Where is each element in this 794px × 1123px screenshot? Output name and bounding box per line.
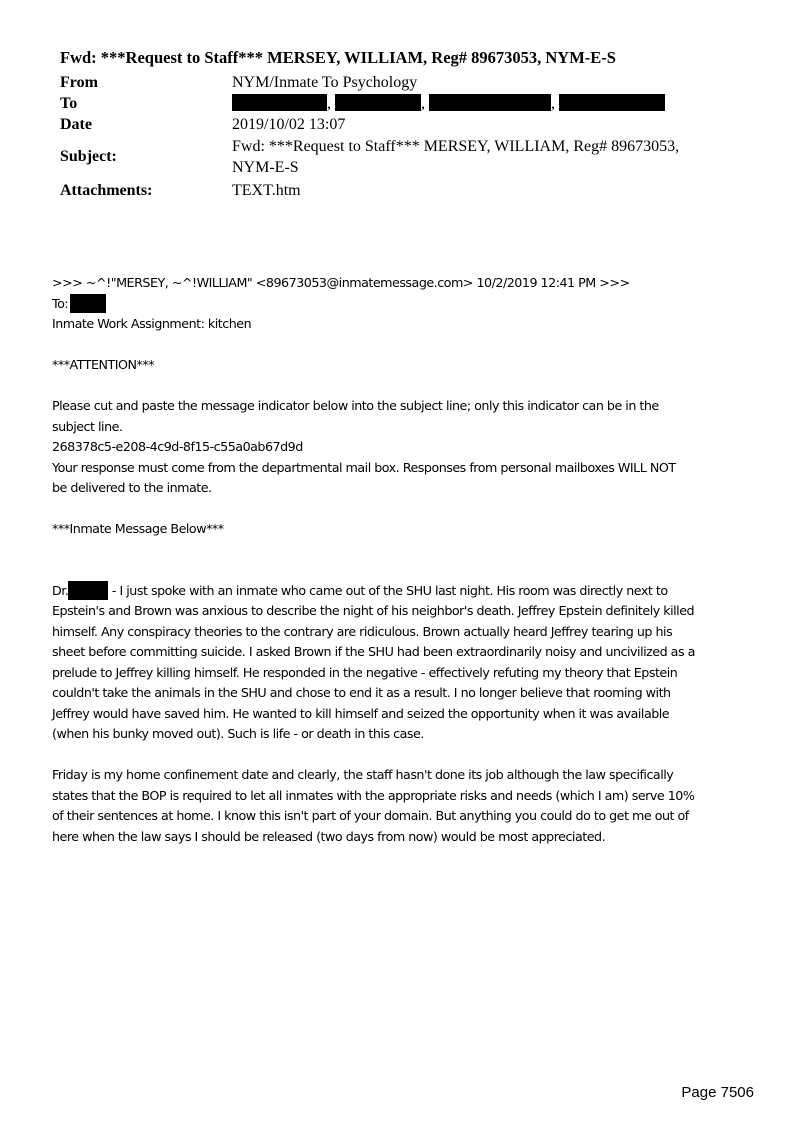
paragraph-line: Jeffrey would have saved him. He wanted to kill himself and seized the opportunity when it was available — [52, 705, 670, 721]
response-line: be delivered to the inmate. — [52, 480, 212, 495]
email-header — [60, 48, 760, 201]
message-to-label: To: — [52, 295, 69, 311]
from-label: From — [60, 74, 98, 91]
response-line: Your response must come from the departmental mail box. Responses from personal mailboxes WILL NOT — [52, 459, 676, 475]
paragraph-line: couldn't take the animals in the SHU and chose to end it as a result. I no longer believe that rooming with — [52, 685, 671, 700]
message-to-line — [52, 294, 752, 315]
paragraph-line: (when his bunky moved out). Such is life - or death in this case. — [52, 726, 424, 741]
salutation: Dr. — [52, 582, 69, 598]
redaction-box — [68, 581, 108, 600]
email-title: Fwd: ***Request to Staff*** MERSEY, WILLIAM, Reg# 89673053, NYM-E-S — [60, 48, 616, 67]
to-row — [60, 93, 760, 114]
work-assignment: Inmate Work Assignment: kitchen — [52, 316, 252, 331]
to-recipients — [232, 93, 760, 114]
redaction-box — [232, 94, 327, 111]
instruction-line: subject line. — [52, 418, 123, 434]
subject-label: Subject: — [60, 148, 117, 165]
redaction-box — [559, 94, 665, 111]
recipient-separator: , — [551, 95, 555, 112]
attachments-label: Attachments: — [60, 182, 153, 199]
redaction-box — [70, 294, 106, 313]
instruction-line: Please cut and paste the message indicator below into the subject line; only this indicator can be in the — [52, 398, 659, 413]
subject-row — [60, 136, 760, 178]
paragraph-line — [52, 581, 752, 602]
from-row — [60, 72, 760, 93]
paragraph-line: states that the BOP is required to let all inmates with the appropriate risks and needs (which I am) serve 10% — [52, 787, 695, 803]
date-label: Date — [60, 116, 92, 133]
paragraph-text: - I just spoke with an inmate who came out of the SHU last night. His room was directly next to — [108, 582, 668, 598]
recipient-separator: , — [327, 95, 331, 112]
redaction-box — [429, 94, 551, 111]
attention-heading: ***ATTENTION*** — [52, 357, 155, 372]
paragraph-line: Friday is my home confinement date and clearly, the staff hasn't done its job although the law specifically — [52, 767, 674, 782]
paragraph-line: prelude to Jeffrey killing himself. He responded in the negative - effectively refuting my theory that Epstein — [52, 664, 678, 680]
date-row — [60, 114, 760, 135]
paragraph-line: sheet before committing suicide. I asked Brown if the SHU had been extraordinarily noisy and uncivilized as a — [52, 644, 695, 659]
forward-line: >>> ~^!"MERSEY, ~^!WILLIAM" <89673053@inmatemessage.com> 10/2/2019 12:41 PM >>> — [52, 275, 630, 290]
subject-line: Fwd: ***Request to Staff*** MERSEY, WILLIAM, Reg# 89673053, — [232, 138, 680, 155]
message-body — [52, 273, 752, 847]
from-value: NYM/Inmate To Psychology — [232, 74, 418, 91]
paragraph-line: Epstein's and Brown was anxious to describe the night of his neighbor's death. Jeffrey Epstein definitely killed — [52, 603, 695, 618]
inmate-message-marker: ***Inmate Message Below*** — [52, 521, 224, 536]
message-indicator: 268378c5-e208-4c9d-8f15-c55a0ab67d9d — [52, 439, 303, 454]
subject-value — [232, 136, 760, 178]
recipient-separator: , — [421, 95, 425, 112]
paragraph-line: himself. Any conspiracy theories to the contrary are ridiculous. Brown actually heard Jeffrey tearing up his — [52, 623, 673, 639]
page-number: Page 7506 — [681, 1084, 754, 1101]
attachment-link[interactable]: TEXT.htm — [232, 182, 301, 199]
redaction-box — [335, 94, 421, 111]
paragraph-line: here when the law says I should be released (two days from now) would be most appreciated. — [52, 828, 606, 844]
paragraph-line: of their sentences at home. I know this isn't part of your domain. But anything you could do to get me out of — [52, 808, 689, 823]
attachments-row — [60, 180, 760, 201]
to-label: To — [60, 95, 78, 112]
date-value: 2019/10/02 13:07 — [232, 116, 346, 133]
subject-line: NYM-E-S — [232, 159, 299, 176]
